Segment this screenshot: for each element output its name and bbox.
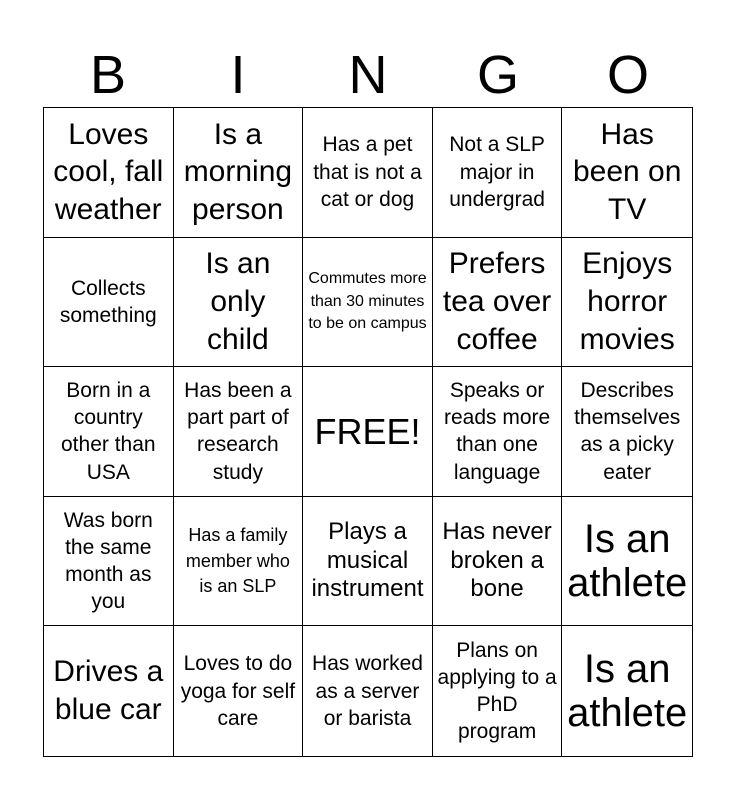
header-letter-g: G — [476, 45, 519, 105]
header-letter-o: O — [606, 45, 649, 105]
bingo-cell[interactable] — [433, 108, 563, 238]
header-letter-n: N — [348, 45, 388, 105]
bingo-cell[interactable] — [433, 497, 563, 627]
bingo-cell-text: Not a SLP major in undergrad — [449, 133, 545, 211]
bingo-cell-text: Describes themselves as a picky eater — [574, 378, 681, 484]
bingo-board — [43, 107, 693, 757]
bingo-cell-text: Loves cool, fall weather — [53, 117, 164, 227]
bingo-cell[interactable] — [44, 367, 174, 497]
bingo-cell[interactable] — [44, 497, 174, 627]
bingo-cell[interactable] — [562, 367, 692, 497]
bingo-cell[interactable] — [174, 626, 304, 756]
bingo-cell[interactable] — [44, 626, 174, 756]
bingo-cell-text: Has a family member who is an SLP — [185, 525, 290, 596]
header-letter-i: I — [230, 45, 246, 105]
bingo-cell[interactable] — [433, 626, 563, 756]
bingo-cell-text: Has been on TV — [572, 117, 682, 227]
header-letter-b: B — [89, 45, 127, 105]
bingo-cell-text: Is a morning person — [183, 117, 293, 227]
free-space-text: FREE! — [314, 410, 421, 452]
bingo-cell[interactable] — [562, 108, 692, 238]
bingo-cell[interactable] — [174, 367, 304, 497]
bingo-cell-text: Has been a part part of research study — [184, 378, 292, 484]
bingo-cell-text: Loves to do yoga for self care — [180, 652, 296, 730]
bingo-cell-text: Born in a country other than USA — [61, 378, 156, 484]
bingo-cell-text: Is an only child — [205, 247, 271, 356]
bingo-header — [43, 42, 693, 108]
bingo-cell-text: Is an athlete — [567, 517, 688, 606]
bingo-cell-text: Was born the same month as you — [63, 508, 153, 614]
bingo-cell-text: Enjoys horror movies — [579, 247, 675, 356]
bingo-cell-text: Has worked as a server or barista — [312, 652, 423, 730]
bingo-cell[interactable] — [562, 497, 692, 627]
bingo-cell[interactable] — [174, 497, 304, 627]
bingo-cell[interactable] — [44, 238, 174, 368]
bingo-cell[interactable] — [174, 108, 304, 238]
bingo-cell-text: Prefers tea over coffee — [442, 247, 552, 356]
bingo-cell[interactable] — [303, 497, 433, 627]
bingo-cell[interactable] — [433, 367, 563, 497]
bingo-cell[interactable] — [44, 108, 174, 238]
bingo-cell[interactable] — [303, 626, 433, 756]
bingo-cell-text: Has never broken a bone — [442, 517, 552, 603]
bingo-cell-text: Plans on applying to a PhD program — [437, 638, 557, 744]
bingo-cell-text: Has a pet that is not a cat or dog — [313, 133, 422, 211]
bingo-cell[interactable] — [303, 238, 433, 368]
bingo-cell-text: Drives a blue car — [53, 655, 164, 727]
free-space[interactable] — [303, 367, 433, 497]
bingo-cell-text: Collects something — [59, 276, 157, 327]
bingo-cell-text: Commutes more than 30 minutes to be on campus — [308, 270, 427, 333]
bingo-cell[interactable] — [174, 238, 304, 368]
bingo-cell[interactable] — [562, 626, 692, 756]
bingo-cell[interactable] — [303, 108, 433, 238]
bingo-cell-text: Is an athlete — [567, 647, 688, 736]
bingo-cell-text: Plays a musical instrument — [311, 517, 424, 603]
bingo-cell-text: Speaks or reads more than one language — [443, 378, 551, 484]
bingo-cell[interactable] — [562, 238, 692, 368]
bingo-cell[interactable] — [433, 238, 563, 368]
